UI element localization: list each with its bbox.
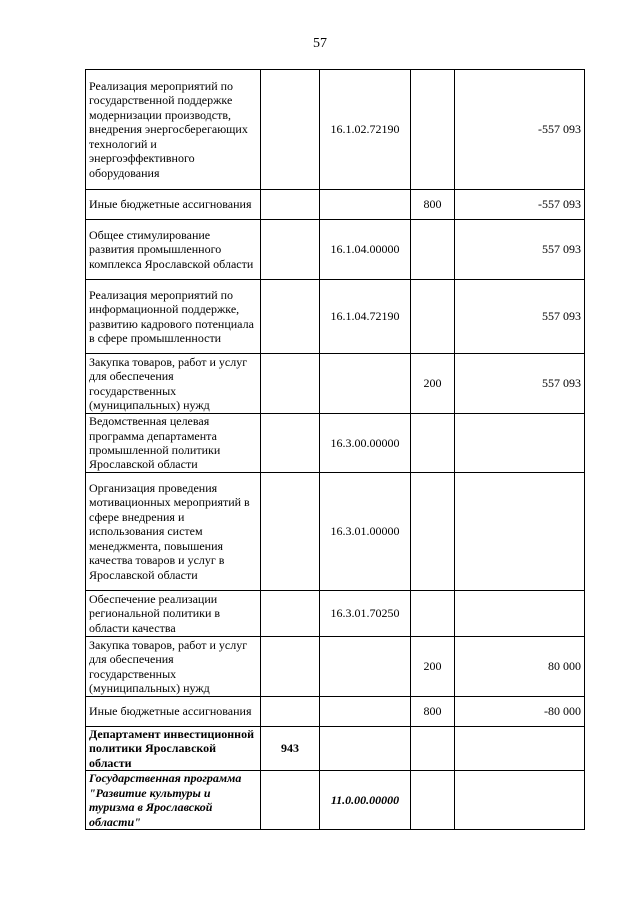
- table-row: [86, 220, 585, 280]
- row-name: Реализация мероприятий по информационной поддержке, развитию кадрового потенциала в сфере промышленности: [86, 280, 261, 354]
- row-ministry: [261, 220, 320, 280]
- row-name: Закупка товаров, работ и услуг для обеспечения государственных (муниципальных) нужд: [86, 637, 261, 697]
- row-ministry: [261, 70, 320, 190]
- row-kind: [411, 220, 455, 280]
- row-kind: 200: [411, 354, 455, 414]
- row-code: [320, 354, 411, 414]
- row-name: Закупка товаров, работ и услуг для обеспечения государственных (муниципальных) нужд: [86, 354, 261, 414]
- row-code: [320, 190, 411, 220]
- row-amount: 557 093: [455, 354, 585, 414]
- row-amount: -80 000: [455, 697, 585, 727]
- row-ministry: [261, 473, 320, 591]
- row-kind: 800: [411, 190, 455, 220]
- table-row: [86, 280, 585, 354]
- row-code: 16.3.00.00000: [320, 414, 411, 473]
- row-ministry: [261, 414, 320, 473]
- row-code: 16.1.04.72190: [320, 280, 411, 354]
- row-amount: 557 093: [455, 280, 585, 354]
- row-ministry: [261, 190, 320, 220]
- row-name: Организация проведения мотивационных мероприятий в сфере внедрения и использования систем менеджмента, повышения качества товаров и услуг в Ярославской области: [86, 473, 261, 591]
- row-ministry: 943: [261, 727, 320, 771]
- table-row: [86, 727, 585, 771]
- row-kind: [411, 70, 455, 190]
- row-ministry: [261, 354, 320, 414]
- row-code: [320, 637, 411, 697]
- row-amount: -557 093: [455, 70, 585, 190]
- row-amount: [455, 727, 585, 771]
- row-name: Государственная программа "Развитие культуры и туризма в Ярославской области": [86, 771, 261, 830]
- row-code: 16.1.02.72190: [320, 70, 411, 190]
- table-row: [86, 190, 585, 220]
- row-kind: [411, 591, 455, 637]
- row-kind: [411, 280, 455, 354]
- row-kind: 800: [411, 697, 455, 727]
- row-kind: [411, 473, 455, 591]
- row-kind: [411, 771, 455, 830]
- row-ministry: [261, 591, 320, 637]
- row-kind: [411, 414, 455, 473]
- row-code: 16.1.04.00000: [320, 220, 411, 280]
- row-name: Реализация мероприятий по государственной поддержке модернизации производств, внедрения энергосберегающих технологий и энергоэффективного оборудования: [86, 70, 261, 190]
- row-code: [320, 727, 411, 771]
- row-amount: -557 093: [455, 190, 585, 220]
- row-amount: [455, 591, 585, 637]
- table-row: [86, 771, 585, 830]
- row-name: Общее стимулирование развития промышленного комплекса Ярославской области: [86, 220, 261, 280]
- row-code: 16.3.01.00000: [320, 473, 411, 591]
- row-name: Департамент инвестиционной политики Ярославской области: [86, 727, 261, 771]
- row-amount: 557 093: [455, 220, 585, 280]
- table-row: [86, 70, 585, 190]
- row-amount: [455, 414, 585, 473]
- row-name: Иные бюджетные ассигнования: [86, 190, 261, 220]
- row-code: [320, 697, 411, 727]
- table-row: [86, 637, 585, 697]
- budget-table: [85, 69, 585, 830]
- row-ministry: [261, 637, 320, 697]
- page-number: 57: [313, 36, 327, 51]
- row-kind: [411, 727, 455, 771]
- table-row: [86, 414, 585, 473]
- row-name: Обеспечение реализации региональной политики в области качества: [86, 591, 261, 637]
- row-code: 11.0.00.00000: [320, 771, 411, 830]
- table-row: [86, 354, 585, 414]
- row-ministry: [261, 280, 320, 354]
- row-ministry: [261, 771, 320, 830]
- table-row: [86, 697, 585, 727]
- row-amount: 80 000: [455, 637, 585, 697]
- row-name: Ведомственная целевая программа департамента промышленной политики Ярославской области: [86, 414, 261, 473]
- row-amount: [455, 771, 585, 830]
- row-name: Иные бюджетные ассигнования: [86, 697, 261, 727]
- table-row: [86, 473, 585, 591]
- table-row: [86, 591, 585, 637]
- row-kind: 200: [411, 637, 455, 697]
- row-code: 16.3.01.70250: [320, 591, 411, 637]
- row-ministry: [261, 697, 320, 727]
- row-amount: [455, 473, 585, 591]
